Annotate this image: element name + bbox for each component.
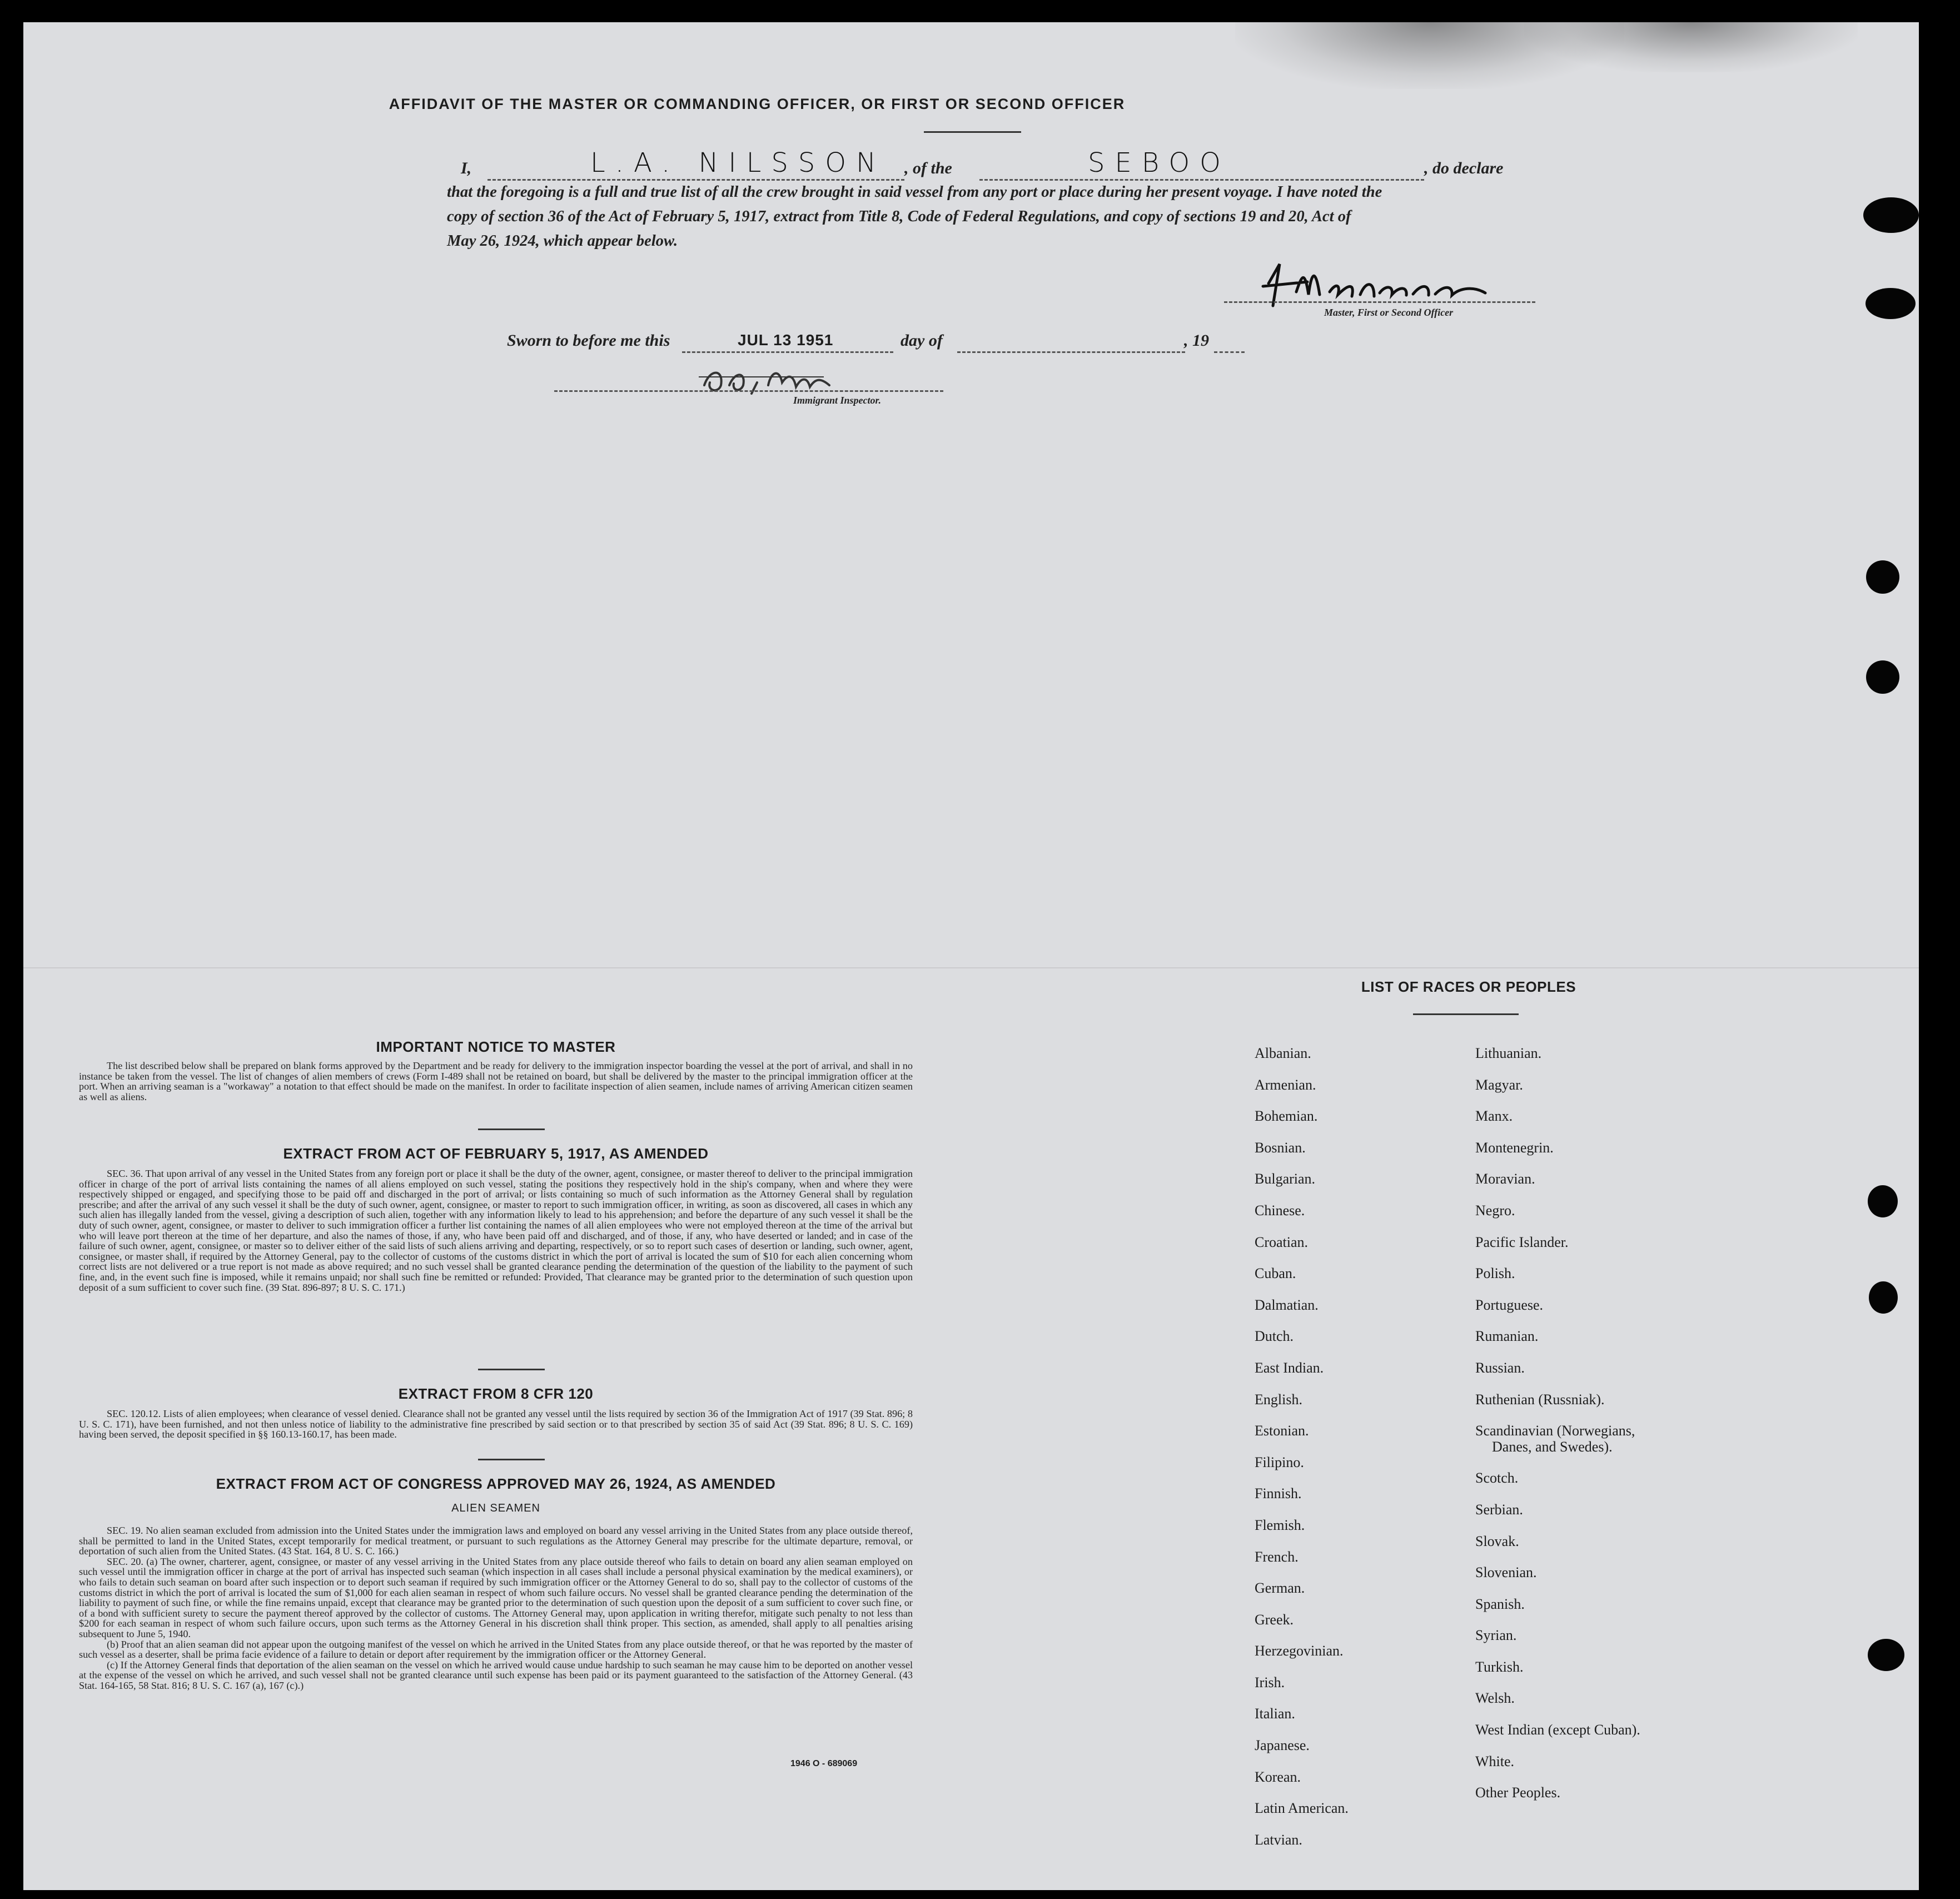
section-divider: [478, 1459, 545, 1460]
sworn-date-stamp: JUL 13 1951: [738, 331, 834, 349]
race-item: Bulgarian.: [1255, 1171, 1316, 1187]
races-title: LIST OF RACES OR PEOPLES: [1361, 978, 1576, 995]
race-item: Rumanian.: [1475, 1328, 1539, 1345]
i-label: I,: [461, 159, 472, 177]
race-item: Negro.: [1475, 1202, 1515, 1219]
sec-20c-text: (c) If the Attorney General finds that deportation of the alien seaman on the vessel on which he arrived would cause undue hardship to such seaman he may cause him to be deported on another vessel at the expense of the vessel on which he arrived, and such vessel shall not be granted clearance until such expense has been paid or its payment guaranteed to the satisfaction of the Attorney General. (43 Stat. 164-165, 58 Stat. 816; 8 U. S. C. 167 (a), 167 (c).): [79, 1659, 913, 1691]
officer-signature-line: [1224, 301, 1535, 303]
race-item: Danes, and Swedes).: [1492, 1438, 1613, 1455]
punch-hole: [1866, 560, 1899, 594]
month-underline: [957, 351, 1185, 353]
race-item: Greek.: [1255, 1611, 1294, 1628]
race-item: Portuguese.: [1475, 1296, 1544, 1313]
race-item: Manx.: [1475, 1108, 1513, 1125]
race-item: Scandinavian (Norwegians,: [1475, 1423, 1635, 1439]
notice-title: IMPORTANT NOTICE TO MASTER: [376, 1038, 616, 1055]
vessel-name-handwritten: SEBOO: [1088, 147, 1231, 178]
race-item: Albanian.: [1255, 1045, 1311, 1061]
race-item: Polish.: [1475, 1265, 1515, 1282]
race-item: Croatian.: [1255, 1234, 1309, 1250]
race-item: Scotch.: [1475, 1470, 1519, 1487]
fold-line: [23, 967, 1919, 968]
race-item: Bosnian.: [1255, 1139, 1306, 1156]
race-item: Estonian.: [1255, 1423, 1309, 1439]
sec-20a-text: SEC. 20. (a) The owner, charterer, agent, consignee, or master of any vessel arriving in the United States from any place outside thereof who fails to detain on board any alien seaman employed on such vessel until the immigration officer in charge at the port of arrival has inspected such seaman (which inspection in all cases shall include a personal physical examination by the medical examiners), or who fails to detain such seaman on board after such inspection or to deport such seaman if required by such immigration officer or the Attorney General to do so, shall pay to the collector of customs of the customs district in which the port of arrival is located the sum of $1,000 for each alien seaman in respect of whom such failure occurs. No vessel shall be granted clearance pending the determination of the liability to payment of such fine, or while the fine remains unpaid, except that clearance may be granted prior to the determination of such question upon the deposit of a sum sufficient to cover such fine, or of a bond with sufficient surety to secure the payment thereof approved by the collector of customs. The Attorney General may, upon application in writing therefor, mitigate such penalty to not less than $200 for each seaman in respect of whom such failure occurs, upon such terms as the Attorney General in his discretion shall think proper. This section, as amended, shall apply to all penalties arising subsequent to June 5, 1940.: [79, 1555, 913, 1639]
race-item: German.: [1255, 1580, 1305, 1597]
race-item: Russian.: [1475, 1359, 1525, 1376]
punch-hole: [1868, 1639, 1904, 1671]
day-of-label: day of: [901, 331, 943, 350]
race-item: Bohemian.: [1255, 1108, 1318, 1125]
race-item: Dalmatian.: [1255, 1296, 1319, 1313]
race-item: Dutch.: [1255, 1328, 1294, 1345]
race-item: Flemish.: [1255, 1517, 1305, 1533]
name-underline: [487, 179, 904, 181]
section-divider: [478, 1129, 545, 1130]
race-item: English.: [1255, 1391, 1302, 1408]
race-item: Turkish.: [1475, 1658, 1524, 1675]
affidavit-body-line-3: May 26, 1924, which appear below.: [447, 232, 678, 250]
sworn-label: Sworn to before me this: [507, 331, 670, 350]
extract-1917-title: EXTRACT FROM ACT OF FEBRUARY 5, 1917, AS AMENDED: [283, 1145, 709, 1162]
extract-1917-text: SEC. 36. That upon arrival of any vessel in the United States from any foreign port or place it shall be the duty of the owner, agent, consignee, or master thereof to deliver to the principal immigration officer in charge of the port of arrival lists containing the names of all aliens employed on such vessel, stating the positions they respectively hold in the ship's company, when and where they were respectively shipped or engaged, and specifying those to be paid off and discharged in the port of arrival; or lists containing so much of such information as the Attorney General shall by regulation prescribe; and after the arrival of any such vessel it shall be the duty of such owner, agent, consignee, or master to report to such immigration officer, in writing, as soon as discovered, all cases in which any such alien has illegally landed from the vessel, giving a description of such alien, together with any information likely to lead to his apprehension; and before the departure of any such vessel it shall be the duty of such owner, agent, consignee, or master to deliver to such immigration officer a further list containing the names of all alien employees who were not employed thereon at the time of the arrival but who will leave port thereon at the time of her departure, and also the names of those, if any, who have been paid off and discharged, and of those, if any, who have deserted or landed; and in case of the failure of such owner, agent, consignee, or master so to deliver either of the said lists of such aliens arriving and departing, respectively, or so to report such cases of desertion or landing, such owner, agent, consignee, or master shall, if required by the Attorney General, pay to the collector of customs of the customs district in which the port of arrival is located the sum of $10 for each alien concerning whom correct lists are not delivered or a true report is not made as above required; and no such vessel shall be granted clearance pending the determination of the question of the liability to the payment of such fine, and, in the event such fine is imposed, while it remains unpaid; nor shall such fine be remitted or refunded: Provided, That clearance may be granted prior to the determination of such question upon deposit of a sum sufficient to cover such fine. (39 Stat. 896-897; 8 U. S. C. 171.): [79, 1168, 913, 1293]
race-item: Slovak.: [1475, 1533, 1519, 1549]
vessel-underline: [979, 179, 1424, 181]
master-signature: [1246, 253, 1535, 314]
affidavit-body-line-1: that the foregoing is a full and true list of all the crew brought in said vessel from any port or place during her present voyage. I have noted the: [447, 183, 1382, 201]
race-item: Syrian.: [1475, 1627, 1517, 1644]
title-underline: [924, 131, 1021, 133]
race-item: Welsh.: [1475, 1690, 1515, 1707]
punch-hole: [1863, 197, 1919, 233]
sworn-date-underline: [682, 351, 893, 353]
race-item: Irish.: [1255, 1674, 1285, 1691]
section-divider: [478, 1369, 545, 1370]
declare-label: , do declare: [1424, 159, 1504, 177]
race-item: French.: [1255, 1548, 1299, 1565]
extract-cfr-title: EXTRACT FROM 8 CFR 120: [398, 1385, 594, 1402]
race-item: Japanese.: [1255, 1737, 1310, 1754]
race-item: Other Peoples.: [1475, 1784, 1561, 1801]
scan-smudge: [1524, 22, 1858, 72]
race-item: Spanish.: [1475, 1595, 1525, 1612]
extract-cfr-text: SEC. 120.12. Lists of alien employees; when clearance of vessel denied. Clearance shall not be granted any vessel until the lists required by section 36 of the Immigration Act of 1917 (39 Stat. 896; 8 U. S. C. 171), have been furnished, and not then unless notice of liability to the administrative fine prescribed by said section or to that prescribed by section 35 of said Act (39 Stat. 896; 8 U. S. C. 169) having been served, the deposit specified in §§ 160.13-160.17, has been made.: [79, 1408, 913, 1440]
race-item: Moravian.: [1475, 1171, 1535, 1187]
race-item: Latin American.: [1255, 1800, 1349, 1817]
race-item: Ruthenian (Russniak).: [1475, 1391, 1605, 1408]
race-item: Lithuanian.: [1475, 1045, 1542, 1061]
punch-hole: [1866, 288, 1916, 319]
extract-1924-title: EXTRACT FROM ACT OF CONGRESS APPROVED MAY 26, 1924, AS AMENDED: [216, 1475, 776, 1492]
sec-20b-text: (b) Proof that an alien seaman did not appear upon the outgoing manifest of the vessel on which he arrived in the United States from any place outside thereof, or that he was reported by the master of such vessel as a deserter, shall be prima facie evidence of a failure to detain or deport after requirement by the immigration officer or the Attorney General.: [79, 1638, 913, 1661]
punch-hole: [1869, 1281, 1898, 1314]
year-label: , 19: [1184, 331, 1209, 350]
races-right-column: [1475, 1038, 1809, 1809]
race-item: Magyar.: [1475, 1076, 1523, 1093]
affidavit-body-line-2: copy of section 36 of the Act of February 5, 1917, extract from Title 8, Code of Federal Regulations, and copy of sections 19 and 20, Act of: [447, 208, 1351, 225]
inspector-signature-line: [554, 390, 943, 392]
document-page: [23, 22, 1919, 1890]
extract-1924-text: [79, 1525, 913, 1691]
inspector-caption: Immigrant Inspector.: [793, 395, 882, 406]
year-underline: [1214, 351, 1245, 353]
race-item: West Indian (except Cuban).: [1475, 1722, 1640, 1738]
race-item: Cuban.: [1255, 1265, 1296, 1282]
race-item: Filipino.: [1255, 1454, 1304, 1470]
race-item: Korean.: [1255, 1768, 1301, 1785]
race-item: Montenegrin.: [1475, 1139, 1554, 1156]
race-item: Slovenian.: [1475, 1564, 1537, 1581]
race-item: Serbian.: [1475, 1501, 1523, 1518]
punch-hole: [1866, 660, 1899, 694]
sec-19-text: SEC. 19. No alien seaman excluded from admission into the United States under the immigration laws and employed on board any vessel arriving in the United States from any place outside thereof, shall be permitted to land in the United States, except temporarily for medical treatment, or pursuant to such regulations as the Attorney General may prescribe for the ultimate departure, removal, or deportation of such alien from the United States. (43 Stat. 164, 8 U. S. C. 166.): [79, 1525, 913, 1557]
print-code: 1946 O - 689069: [790, 1759, 858, 1768]
race-item: Finnish.: [1255, 1485, 1302, 1502]
inspector-signature: [696, 360, 874, 399]
notice-text: The list described below shall be prepared on blank forms approved by the Department and be ready for delivery to the immigration inspector boarding the vessel at the port of arrival, and shall in no instance be taken from the vessel. The list of changes of alien members of crews (Form I-489 shall not be retained on board, but shall be delivered by the master to the principal immigration officer at the port. When an arriving seaman is a "workaway" a notation to that effect should be made on the manifest. In order to facilitate inspection of alien seamen, include names of arriving American citizen seamen as well as aliens.: [79, 1060, 913, 1102]
officer-caption: Master, First or Second Officer: [1324, 307, 1454, 318]
alien-seamen-subtitle: ALIEN SEAMEN: [451, 1502, 540, 1514]
race-item: Chinese.: [1255, 1202, 1305, 1219]
race-item: East Indian.: [1255, 1359, 1324, 1376]
of-the-label: , of the: [904, 159, 952, 177]
race-item: Pacific Islander.: [1475, 1234, 1569, 1250]
race-item: Herzegovinian.: [1255, 1643, 1344, 1659]
master-name-handwritten: L.A. NILSSON: [590, 147, 886, 178]
race-item: Armenian.: [1255, 1076, 1316, 1093]
punch-hole: [1868, 1185, 1898, 1217]
races-title-underline: [1413, 1013, 1519, 1015]
affidavit-title: AFFIDAVIT OF THE MASTER OR COMMANDING OFFICER, OR FIRST OR SECOND OFFICER: [389, 96, 1126, 112]
races-left-column: [1255, 1038, 1455, 1856]
race-item: White.: [1475, 1753, 1515, 1769]
race-item: Latvian.: [1255, 1831, 1302, 1848]
race-item: Italian.: [1255, 1706, 1295, 1722]
